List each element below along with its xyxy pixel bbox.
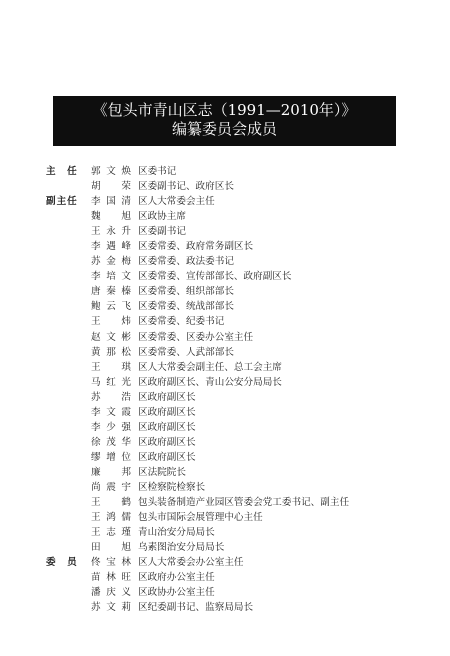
member-row	[0, 299, 450, 314]
member-position: 区委常委、人武部部长	[138, 346, 234, 358]
member-position: 区委常委、区委办公室主任	[138, 331, 254, 343]
document-subtitle: 编纂委员会成员	[171, 120, 277, 138]
member-name: 鲍云飞	[91, 301, 131, 313]
member-position: 区委副书记、政府区长	[138, 181, 234, 193]
member-position: 区委常委、政府常务副区长	[138, 241, 254, 253]
member-row	[0, 164, 450, 179]
member-position: 区政协办公室主任	[138, 587, 215, 599]
member-row	[0, 390, 450, 405]
member-name: 王永升	[91, 226, 131, 238]
member-name: 缪增位	[91, 451, 131, 463]
member-row	[0, 420, 450, 435]
member-name: 苏文莉	[91, 602, 131, 614]
member-position: 区人大常委会办公室主任	[138, 557, 244, 569]
member-name: 唐秦榛	[91, 286, 131, 298]
member-position: 区政府副区长	[138, 421, 196, 433]
member-position: 区政府副区长	[138, 391, 196, 403]
member-position: 区委副书记	[138, 226, 186, 238]
member-name: 尚震宇	[91, 481, 131, 493]
member-position: 区委常委、组织部部长	[138, 286, 234, 298]
member-row	[0, 330, 450, 345]
member-row	[0, 510, 450, 525]
member-row	[0, 360, 450, 375]
member-name: 李国清	[91, 196, 131, 208]
member-name: 郭文焕	[91, 166, 131, 177]
document-title: 《包头市青山区志（1991—2010年）》	[92, 101, 357, 119]
member-row	[0, 209, 450, 224]
member-row	[0, 465, 450, 480]
member-name: 李少强	[91, 421, 131, 433]
member-row	[0, 585, 450, 600]
member-name: 魏 旭	[91, 211, 131, 223]
member-role: 委 员	[46, 557, 78, 569]
member-name: 李文霞	[91, 406, 131, 418]
member-position: 包头市国际会展管理中心主任	[138, 512, 263, 524]
member-position: 区委书记	[138, 166, 177, 177]
committee-roster	[0, 164, 450, 615]
member-row	[0, 480, 450, 495]
member-name: 苏 浩	[91, 391, 131, 403]
member-row	[0, 345, 450, 360]
member-name: 田 旭	[91, 542, 131, 554]
member-name: 苏金梅	[91, 256, 131, 268]
member-row	[0, 269, 450, 284]
member-name: 廉 邦	[91, 466, 131, 478]
member-position: 区政府办公室主任	[138, 572, 215, 584]
member-position: 区人大常委会副主任、总工会主席	[138, 361, 282, 373]
member-position: 区纪委副书记、监察局局长	[138, 602, 254, 614]
member-row	[0, 375, 450, 390]
member-name: 王鸿儒	[91, 512, 131, 524]
member-role: 主 任	[46, 166, 78, 177]
member-position: 区委常委、政法委书记	[138, 256, 234, 268]
member-row	[0, 435, 450, 450]
member-position: 区政府副区长	[138, 406, 196, 418]
member-position: 青山治安分局局长	[138, 527, 215, 539]
member-position: 包头装备制造产业园区管委会党工委书记、副主任	[138, 497, 350, 509]
member-name: 胡 荣	[91, 181, 131, 193]
member-name: 徐茂华	[91, 436, 131, 448]
member-row	[0, 179, 450, 194]
member-name: 李遇峰	[91, 241, 131, 253]
member-position: 区政府副区长、青山公安分局局长	[138, 376, 282, 388]
member-name: 马红光	[91, 376, 131, 388]
member-row	[0, 224, 450, 239]
member-row	[0, 450, 450, 465]
member-position: 区政协主席	[138, 211, 186, 223]
member-position: 区人大常委会主任	[138, 196, 215, 208]
member-row	[0, 314, 450, 329]
member-name: 李培文	[91, 271, 131, 283]
member-row	[0, 540, 450, 555]
member-row	[0, 570, 450, 585]
member-position: 区法院院长	[138, 466, 186, 478]
member-name: 王 琪	[91, 361, 131, 373]
member-name: 苗林旺	[91, 572, 131, 584]
member-name: 佟宝林	[91, 557, 131, 569]
member-row	[0, 600, 450, 615]
member-name: 赵文彬	[91, 331, 131, 343]
member-name: 王 鹤	[91, 497, 131, 509]
member-row	[0, 495, 450, 510]
member-row	[0, 254, 450, 269]
member-row	[0, 284, 450, 299]
member-row	[0, 525, 450, 540]
member-row	[0, 194, 450, 209]
member-position: 区委常委、宣传部部长、政府副区长	[138, 271, 292, 283]
member-row	[0, 239, 450, 254]
member-position: 区政府副区长	[138, 436, 196, 448]
member-row	[0, 405, 450, 420]
member-row	[0, 555, 450, 570]
member-position: 区检察院检察长	[138, 481, 206, 493]
member-name: 王 炜	[91, 316, 131, 328]
member-name: 潘庆义	[91, 587, 131, 599]
member-position: 区委常委、纪委书记	[138, 316, 225, 328]
title-banner	[53, 96, 396, 146]
member-position: 乌素图治安分局局长	[138, 542, 225, 554]
member-position: 区委常委、统战部部长	[138, 301, 234, 313]
member-position: 区政府副区长	[138, 451, 196, 463]
member-role: 副主任	[46, 196, 78, 208]
member-name: 王志瑾	[91, 527, 131, 539]
member-name: 黄那松	[91, 346, 131, 358]
